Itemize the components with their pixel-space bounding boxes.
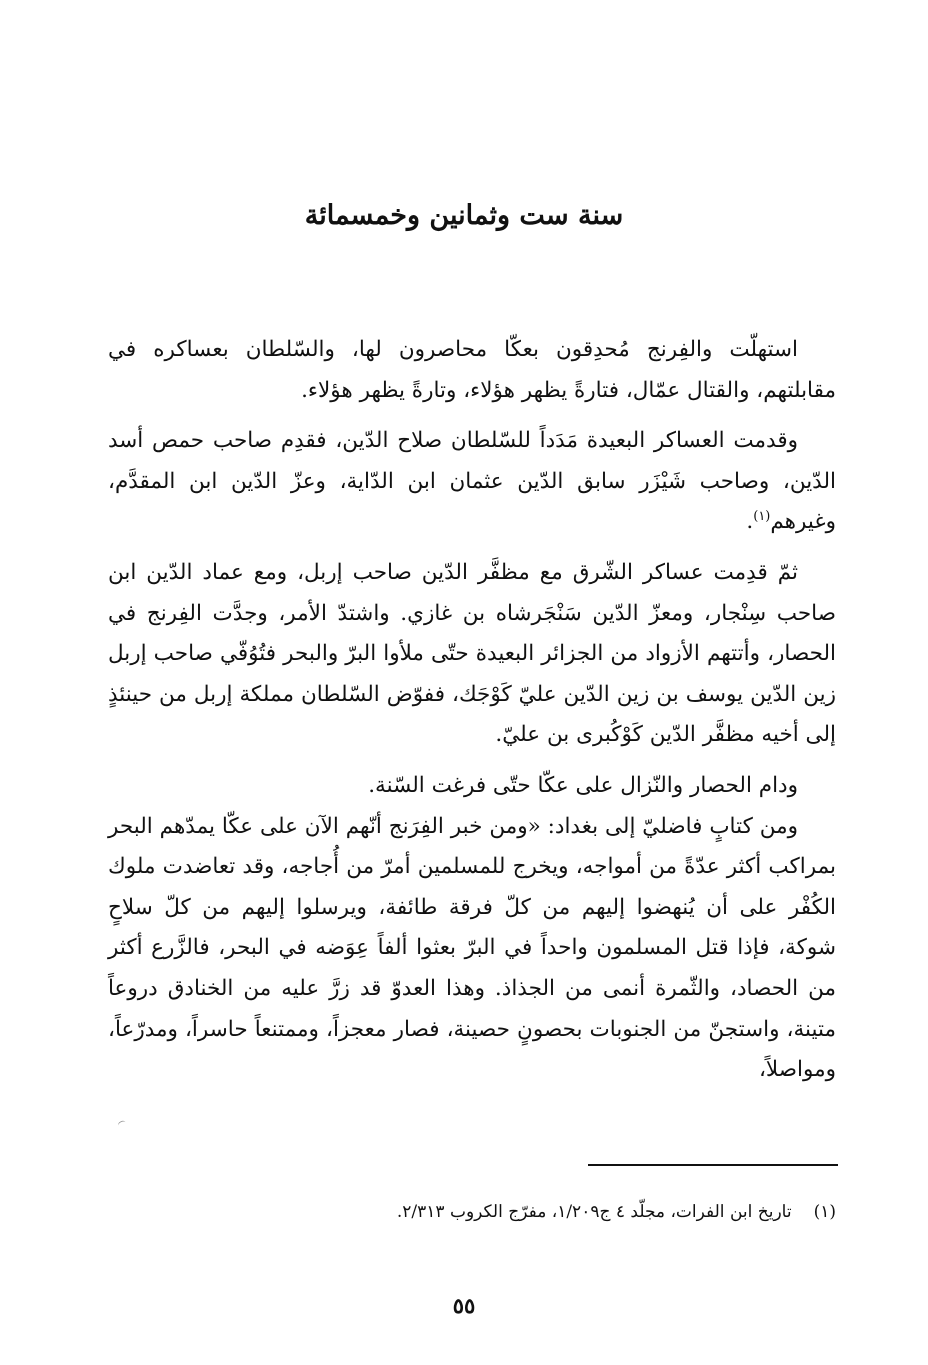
footnote-text: تاريخ ابن الفرات، مجلّد ٤ ج١/٢٠٩، مفرّج الكروب ٢/٣١٣.	[396, 1202, 792, 1222]
paragraph-text: وقدمت العساكر البعيدة مَدَداً للسّلطان صلاح الدّين، فقدِم صاحب حمص أسد الدّين، وصاحب شَيْزَر سابق الدّين عثمان ابن الدّاية، وعزّ الدّين ابن المقدَّم، وغيرهم	[108, 428, 836, 535]
footnote-reference[interactable]: (١)	[753, 509, 771, 525]
paragraph-end-punctuation: .	[746, 509, 754, 535]
paragraph-text: ودام الحصار والنّزال على عكّا حتّى فرغت السّنة.	[368, 772, 798, 798]
body-text	[108, 330, 836, 1091]
footnote	[397, 1198, 836, 1226]
paragraph	[108, 553, 836, 756]
chapter-title: سنة ست وثمانين وخمسمائة	[304, 200, 624, 232]
paragraph-text: ثمّ قدِمت عساكر الشّرق مع مظفَّر الدّين صاحب إربل، ومع عماد الدّين ابن صاحب سِنْجار، ومعزّ الدّين سَنْجَرشاه بن غازي. واشتدّ الأمر، وجدَّت الفِرنج في الحصار، وأتتهم الأزواد من الجزائر البعيدة حتّى ملأوا البرّ والبحر فتُوُفّي صاحب إربل زين الدّين يوسف بن زين الدّين عليّ كَوْجَك، ففوّض السّلطان مملكة إربل من حينئذٍ إلى أخيه مظفَّر الدّين كَوْكُبرى بن عليّ.	[108, 559, 836, 748]
scan-speck	[117, 1120, 127, 1129]
paragraph-text: ومن كتابٍ فاضليّ إلى بغداد: «ومن خبر الفِرَنج أنّهم الآن على عكّا يمدّهم البحر بمراكب أكثر عدّةً من أمواجه، ويخرج للمسلمين أمرّ من أُجاجه، وقد تعاضدت ملوك الكُفْر على أن يُنهضوا إليهم من كلّ فرقة طائفة، ويرسلوا إليهم من كلّ سلاحٍ شوكة، فإذا قتل المسلمون واحداً في البرّ بعثوا ألفاً عِوَضه في البحر، فالزَّرع أكثر من الحصاد، والثّمرة أنمى من الجذاذ. وهذا العدوّ قد زرَّ عليه من الخنادق دروعاً متينة، واستجنّ من الجنوبات بحصونٍ حصينة، فصار معجزاً، وممتنعاً حاسراً، ومدرّعاً، ومواصلاً،	[108, 813, 836, 1083]
paragraph	[108, 766, 836, 807]
footnote-number: (١)	[813, 1202, 836, 1222]
paragraph	[108, 421, 836, 543]
page-number: ٥٥	[452, 1293, 476, 1318]
paragraph	[108, 330, 836, 411]
footnote-divider	[588, 1164, 838, 1166]
paragraph-text: استهلّت والفِرنج مُحدِقون بعكّا محاصرون لها، والسّلطان بعساكره في مقابلتهم، والقتال عمّال، فتارةً يظهر هؤلاء، وتارةً يظهر هؤلاء.	[108, 337, 836, 403]
paragraph	[108, 807, 836, 1091]
